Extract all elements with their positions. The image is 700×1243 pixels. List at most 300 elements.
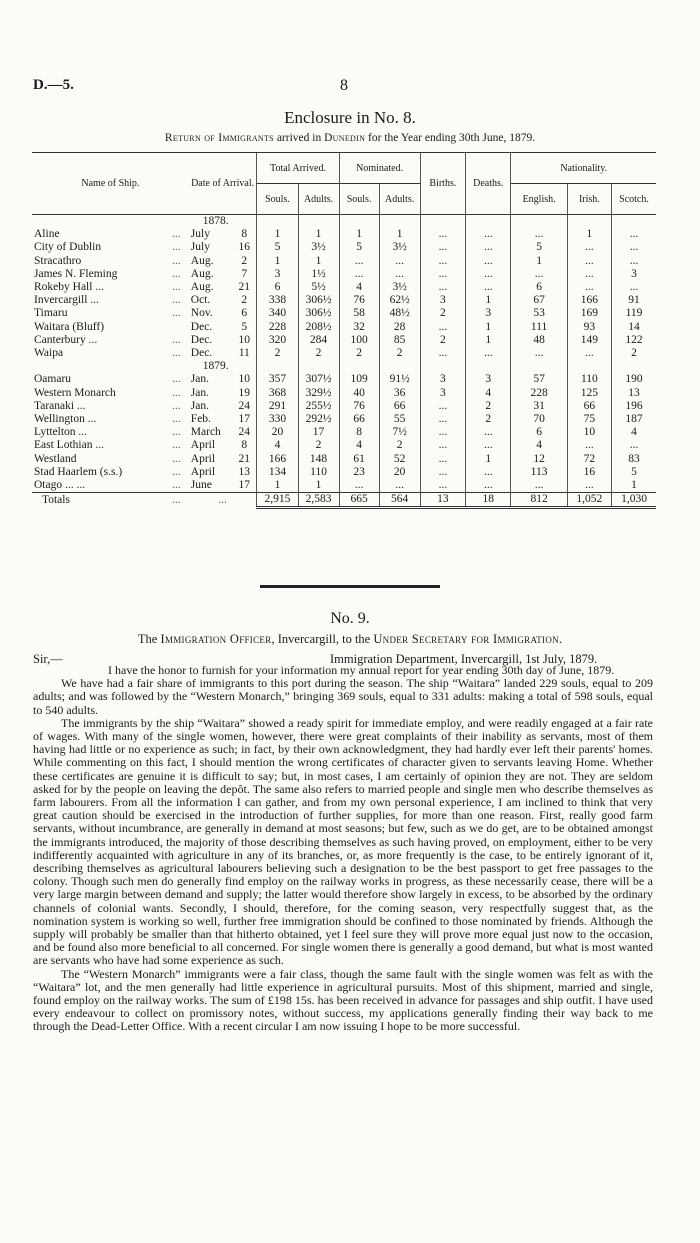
subtitle-suffix: for the Year ending 30th June, 1879. (365, 132, 536, 144)
arrival-day: 17 (232, 479, 257, 493)
arrival-day: 5 (241, 320, 248, 333)
arrival-day: 19 (238, 386, 250, 399)
col-header-nominated-souls: Souls. (339, 184, 379, 215)
births: ... (420, 426, 465, 439)
total-souls: 3 (257, 268, 298, 281)
arrival-day: 7 (241, 267, 248, 280)
col-header-deaths: Deaths. (466, 153, 511, 215)
english: 48 (511, 334, 567, 347)
name-dots: ... (172, 386, 181, 399)
name-dots: ... (172, 465, 181, 478)
births: ... (420, 321, 465, 334)
table-row (32, 228, 656, 241)
total-souls: 368 (257, 387, 298, 400)
total-souls: 20 (257, 426, 298, 439)
total-adults: 306½ (298, 307, 339, 320)
nominated-adults: 62½ (379, 294, 420, 307)
name-dots: ... (164, 479, 189, 493)
total-souls: 291 (257, 400, 298, 413)
total-souls: 166 (257, 453, 298, 466)
totals-nominated-souls: 665 (339, 493, 379, 508)
english: 228 (511, 387, 567, 400)
nominated-souls: 5 (339, 241, 379, 254)
arrival-day: 24 (238, 399, 250, 412)
nominated-souls: 4 (339, 439, 379, 452)
scotch: 4 (612, 426, 656, 439)
name-dots: ... (172, 426, 181, 439)
nominated-souls: 1 (339, 228, 379, 241)
name-dots: ... (172, 373, 181, 386)
total-adults: 5½ (298, 281, 339, 294)
col-header-irish: Irish. (567, 184, 611, 215)
totals-row (32, 493, 656, 508)
nominated-adults: 2 (379, 347, 420, 360)
name-dots: ... (172, 254, 181, 267)
english: 6 (511, 426, 567, 439)
ship-name: Timaru (34, 307, 68, 320)
year-row-1879 (32, 360, 656, 373)
name-dots: ... (172, 347, 181, 360)
table-subtitle (0, 132, 700, 144)
english: 5 (511, 241, 567, 254)
births: ... (420, 281, 465, 294)
table-row (32, 347, 656, 360)
deaths: ... (466, 228, 511, 241)
table-row (32, 453, 656, 466)
subtitle-prefix: Return of Immigrants (164, 132, 274, 144)
deaths: ... (466, 281, 511, 294)
arrival-month: March (190, 426, 221, 439)
totals-english: 812 (511, 493, 567, 508)
enclosure-title: Enclosure in No. 8. (284, 108, 416, 127)
deaths: 2 (466, 400, 511, 413)
table-row (32, 294, 656, 307)
arrival-day: 8 (241, 439, 248, 452)
col-header-nominated-adults: Adults. (379, 184, 420, 215)
irish: ... (567, 281, 611, 294)
births: 3 (420, 373, 465, 386)
col-header-nationality: Nationality. (511, 153, 656, 184)
nominated-souls: 76 (339, 400, 379, 413)
english: 31 (511, 400, 567, 413)
col-header-births: Births. (420, 153, 465, 215)
english: 67 (511, 294, 567, 307)
english: ... (511, 228, 567, 241)
col-header-name: Name of Ship. (32, 153, 189, 215)
nominated-adults: ... (379, 479, 420, 493)
totals-total-souls: 2,915 (257, 493, 298, 508)
arrival-day: 17 (238, 413, 250, 426)
births: ... (420, 479, 465, 493)
table-row (32, 413, 656, 426)
arrival-day: 8 (241, 228, 248, 241)
col-header-total-arrived: Total Arrived. (257, 153, 339, 184)
total-souls: 2 (257, 347, 298, 360)
col-header-total-adults: Adults. (298, 184, 339, 215)
scotch: 14 (612, 321, 656, 334)
page-number: 8 (340, 77, 348, 94)
arrival-month: Dec. (190, 333, 213, 346)
births: ... (420, 268, 465, 281)
total-souls: 6 (257, 281, 298, 294)
table-row (32, 400, 656, 413)
total-adults: 1 (298, 479, 339, 493)
nominated-adults: 3½ (379, 241, 420, 254)
total-adults: 1½ (298, 268, 339, 281)
ship-name: Stracathro (34, 254, 82, 267)
total-adults: 2 (298, 439, 339, 452)
totals-scotch: 1,030 (612, 493, 656, 508)
irish: 169 (567, 307, 611, 320)
address-from: Immigration Officer (160, 632, 272, 646)
nominated-adults: 48½ (379, 307, 420, 320)
salutation: Sir,— (33, 652, 63, 666)
totals-nominated-adults: 564 (379, 493, 420, 508)
nominated-adults: 85 (379, 334, 420, 347)
irish: 166 (567, 294, 611, 307)
arrival-month: Nov. (190, 307, 213, 320)
scotch: 3 (612, 268, 656, 281)
total-souls: 330 (257, 413, 298, 426)
totals-dots: ... (172, 494, 181, 507)
english: 12 (511, 453, 567, 466)
births: ... (420, 228, 465, 241)
ship-name: Stad Haarlem (s.s.) (34, 465, 123, 478)
irish: 75 (567, 413, 611, 426)
arrival-month: Jan. (190, 386, 210, 399)
col-header-english: English. (511, 184, 567, 215)
arrival-day: 24 (238, 426, 250, 439)
table-row (32, 479, 656, 493)
total-souls: 357 (257, 373, 298, 386)
scotch: 1 (612, 479, 656, 493)
irish: 149 (567, 334, 611, 347)
totals-date: ... (218, 494, 227, 507)
address-mid: , Invercargill, to the (271, 632, 374, 646)
births: 2 (420, 307, 465, 320)
births: ... (420, 347, 465, 360)
immigrants-return-table (32, 152, 656, 509)
scotch: 122 (612, 334, 656, 347)
nominated-adults: ... (379, 255, 420, 268)
arrival-month: June (189, 479, 232, 493)
total-adults: 329½ (298, 387, 339, 400)
arrival-day: 11 (238, 347, 250, 360)
scotch: 5 (612, 466, 656, 479)
table-body (32, 215, 656, 508)
deaths: 3 (466, 373, 511, 386)
total-adults: 110 (298, 466, 339, 479)
english: 70 (511, 413, 567, 426)
scotch: ... (612, 228, 656, 241)
total-souls: 320 (257, 334, 298, 347)
dateline: Immigration Department, Invercargill, 1st July, 1879. (330, 652, 598, 666)
total-adults: 1 (298, 255, 339, 268)
irish: 125 (567, 387, 611, 400)
name-dots: ... (172, 399, 181, 412)
page-identifier: D.—5. (33, 77, 74, 93)
english: 53 (511, 307, 567, 320)
totals-irish: 1,052 (567, 493, 611, 508)
total-adults: 255½ (298, 400, 339, 413)
col-header-scotch: Scotch. (612, 184, 656, 215)
name-dots: ... (172, 452, 181, 465)
totals-total-adults: 2,583 (298, 493, 339, 508)
nominated-souls: 76 (339, 294, 379, 307)
irish: 93 (567, 321, 611, 334)
total-adults: 17 (298, 426, 339, 439)
deaths: ... (466, 466, 511, 479)
table-row (32, 334, 656, 347)
letter-address (0, 632, 700, 647)
arrival-day: 21 (238, 452, 250, 465)
year-label: 1879. (202, 360, 229, 373)
table-row (32, 268, 656, 281)
arrival-day: 10 (238, 333, 250, 346)
letter-body (33, 664, 653, 1034)
name-dots: ... (172, 307, 181, 320)
nominated-souls: 61 (339, 453, 379, 466)
arrival-month: April (190, 465, 216, 478)
name-dots (164, 321, 189, 334)
total-souls: 1 (257, 255, 298, 268)
nominated-adults: 1 (379, 228, 420, 241)
nominated-souls: 32 (339, 321, 379, 334)
year-label: 1878. (202, 215, 229, 227)
irish: ... (567, 479, 611, 493)
year-row-1878 (32, 215, 656, 229)
nominated-adults: 36 (379, 387, 420, 400)
ship-name: Lyttelton ... (34, 426, 88, 439)
births: ... (420, 400, 465, 413)
deaths: ... (466, 255, 511, 268)
ship-name: Invercargill ... (34, 294, 99, 307)
births: ... (420, 255, 465, 268)
deaths: 1 (466, 294, 511, 307)
total-adults: 1 (298, 228, 339, 241)
name-dots: ... (172, 267, 181, 280)
irish: 16 (567, 466, 611, 479)
nominated-souls: 109 (339, 373, 379, 386)
subtitle-place: Dunedin (324, 132, 366, 144)
ship-name: James N. Fleming (34, 267, 118, 280)
nominated-adults: ... (379, 268, 420, 281)
arrival-month: Dec. (190, 347, 213, 360)
deaths: 2 (466, 413, 511, 426)
scotch: 190 (612, 373, 656, 386)
deaths: ... (466, 439, 511, 452)
table-row (32, 439, 656, 452)
nominated-adults: 20 (379, 466, 420, 479)
arrival-day: 16 (238, 241, 250, 254)
paragraph: The “Western Monarch” immigrants were a fair class, though the same fault with the single women was felt as with the “Waitara” lot, and the men generally had little experience in agricultural pursuits. Most of this shipment, married and single, found employ on the railway works. The sum of £198 15s. has been received in advance for passages and ship outfit. I have used every endeavour to collect on promissory notes, without success, my applications generally finding their way back to me through the Dead-Letter Office. With a recent circular I am now issuing I hope to be more successful. (33, 966, 653, 1034)
deaths: 1 (466, 321, 511, 334)
scotch: ... (612, 439, 656, 452)
nominated-adults: 3½ (379, 281, 420, 294)
english: 6 (511, 281, 567, 294)
table-row (32, 307, 656, 320)
address-end: . (558, 632, 563, 646)
name-dots: ... (172, 228, 181, 241)
totals-births: 13 (420, 493, 465, 508)
births: ... (420, 439, 465, 452)
deaths: ... (466, 426, 511, 439)
ship-name: Taranaki ... (34, 399, 86, 412)
ship-name: Canterbury ... (34, 333, 98, 346)
name-dots: ... (172, 333, 181, 346)
ship-name: Western Monarch (34, 386, 116, 399)
arrival-day: 2 (241, 254, 248, 267)
deaths: ... (466, 268, 511, 281)
scotch: ... (612, 255, 656, 268)
total-adults: 292½ (298, 413, 339, 426)
col-header-date: Date of Arrival. (189, 153, 257, 215)
paragraph: The immigrants by the ship “Waitara” showed a ready spirit for immediate employ, and were readily engaged at a fair rate of wages. With many of the single women, however, there were great complaints of their inability as servants, most of them having had little or no experience as such; in fact, by their own acknowledgment, they had hardly ever left their parents' homes. While commenting on this fact, I should mention the wrong certificates of character given to servants leaving Home. Whether these certificates are genuine it is difficult to say; but, in most cases, I am certainly of opinion they are not. They are seldom asked for by the people on leaving the depôt. The same also refers to married people and single men who describe themselves as farm labourers. From all the information I can gather, and from my own personal experience, I am inclined to think that very great caution should be exercised in the introduction of further supplies, for more than one reason. First, really good farm servants, without incumbrance, are generally in demand at most seasons; but few, such as we do get, are to be obtained amongst the immigrants introduced, the majority of those describing themselves as such having proved, on employment, either to be very indifferently acquainted with agriculture in any of its branches, or, as more frequently is the case, to be entirely ignorant of it, describing themselves as agricultural labourers believing such a designation to be the best passport to get free passages to the colony. Though such men do generally find employ on the railway works in progress, as these necessarily cease, there will be a very large margin between demand and supply; the latter would therefore show largely in excess, to be absorbed by the ordinary channels of colonial wants. Secondly, I should, therefore, for the coming season, very respectfully suggest that, as the nomination system is working so well, further free immigration should be confined to those nominated by friends. Although the supply will probably be smaller than that hitherto obtained, yet I feel sure they will prove more equal just now to the occasion, and be found also more beneficial to all concerned. For single women there is generally a good demand, but what is most wanted are servants who have had some experience as such. (33, 715, 653, 968)
arrival-month: July (190, 241, 210, 254)
col-header-total-souls: Souls. (257, 184, 298, 215)
table-row (32, 426, 656, 439)
arrival-month: Oct. (190, 294, 211, 307)
nominated-adults: 7½ (379, 426, 420, 439)
births: 3 (420, 387, 465, 400)
total-adults: 148 (298, 453, 339, 466)
deaths: ... (466, 241, 511, 254)
table-row (32, 255, 656, 268)
total-adults: 307½ (298, 373, 339, 386)
total-souls: 340 (257, 307, 298, 320)
births: ... (420, 453, 465, 466)
total-adults: 2 (298, 347, 339, 360)
nominated-souls: ... (339, 479, 379, 493)
scotch: 196 (612, 400, 656, 413)
nominated-souls: 2 (339, 347, 379, 360)
section-divider (260, 585, 440, 588)
ship-name: Otago ... ... (32, 479, 164, 493)
irish: ... (567, 439, 611, 452)
scotch: 13 (612, 387, 656, 400)
arrival-day: 13 (238, 465, 250, 478)
total-souls: 5 (257, 241, 298, 254)
letter-heading: No. 9. (330, 610, 370, 627)
english: 1 (511, 255, 567, 268)
nominated-souls: 23 (339, 466, 379, 479)
deaths: 3 (466, 307, 511, 320)
address-the: The (137, 632, 161, 646)
english: 111 (511, 321, 567, 334)
irish: ... (567, 268, 611, 281)
arrival-day: 10 (238, 373, 250, 386)
deaths: 1 (466, 334, 511, 347)
paragraph: We have had a fair share of immigrants to this port during the season. The ship “Waitara” landed 229 souls, equal to 209 adults; and was followed by the “Western Monarch,” bringing 369 souls, equal to 331 adults: making a total of 598 souls, equal to 540 adults. (33, 676, 653, 717)
english: ... (511, 268, 567, 281)
col-header-nominated: Nominated. (339, 153, 420, 184)
nominated-adults: 55 (379, 413, 420, 426)
births: 2 (420, 334, 465, 347)
english: 4 (511, 439, 567, 452)
arrival-month: July (190, 228, 210, 241)
arrival-month: Jan. (190, 399, 210, 412)
irish: 66 (567, 400, 611, 413)
scotch: 187 (612, 413, 656, 426)
table-row (32, 373, 656, 386)
total-adults: 284 (298, 334, 339, 347)
table-row (32, 241, 656, 254)
name-dots: ... (172, 281, 181, 294)
name-dots: ... (172, 294, 181, 307)
arrival-day: 2 (241, 294, 248, 307)
arrival-month: Dec. (190, 320, 213, 333)
arrival-month: Jan. (190, 373, 210, 386)
irish: ... (567, 255, 611, 268)
address-to: Under Secretary for Immigration (373, 632, 559, 646)
arrival-month: Aug. (190, 254, 214, 267)
nominated-souls: 58 (339, 307, 379, 320)
total-adults: 306½ (298, 294, 339, 307)
nominated-adults: 91½ (379, 373, 420, 386)
nominated-souls: 100 (339, 334, 379, 347)
total-adults: 3½ (298, 241, 339, 254)
scotch: 91 (612, 294, 656, 307)
irish: ... (567, 347, 611, 360)
ship-name: Aline (34, 228, 60, 241)
name-dots: ... (172, 241, 181, 254)
ship-name: City of Dublin (34, 241, 102, 254)
nominated-adults: 52 (379, 453, 420, 466)
deaths: ... (466, 479, 511, 493)
ship-name: Waipa (34, 347, 64, 360)
english: 113 (511, 466, 567, 479)
scotch: 83 (612, 453, 656, 466)
deaths: 1 (466, 453, 511, 466)
subtitle-mid: arrived in (273, 132, 325, 144)
scotch: ... (612, 241, 656, 254)
scotch: 2 (612, 347, 656, 360)
total-souls: 1 (257, 479, 298, 493)
ship-name: Wellington ... (34, 413, 97, 426)
arrival-day: 21 (238, 281, 250, 294)
scotch: ... (612, 281, 656, 294)
nominated-adults: 66 (379, 400, 420, 413)
english: 57 (511, 373, 567, 386)
ship-name: Westland (34, 452, 77, 465)
arrival-month: April (190, 452, 216, 465)
irish: 1 (567, 228, 611, 241)
irish: 10 (567, 426, 611, 439)
irish: ... (567, 241, 611, 254)
nominated-souls: ... (339, 268, 379, 281)
table-row (32, 387, 656, 400)
irish: 110 (567, 373, 611, 386)
ship-name: East Lothian ... (34, 439, 104, 452)
ship-name: Oamaru (34, 373, 72, 386)
total-souls: 338 (257, 294, 298, 307)
births: 3 (420, 294, 465, 307)
nominated-adults: 28 (379, 321, 420, 334)
births: ... (420, 413, 465, 426)
total-souls: 1 (257, 228, 298, 241)
total-adults: 208½ (298, 321, 339, 334)
arrival-month: Aug. (190, 267, 214, 280)
nominated-souls: 4 (339, 281, 379, 294)
paragraph: I have the honor to furnish for your information my annual report for year ending 30th day of June, 1879. (108, 663, 615, 677)
nominated-adults: 2 (379, 439, 420, 452)
births: ... (420, 241, 465, 254)
english: ... (511, 479, 567, 493)
deaths: 4 (466, 387, 511, 400)
arrival-month: Feb. (190, 413, 211, 426)
table-row (32, 321, 656, 334)
births: ... (420, 466, 465, 479)
